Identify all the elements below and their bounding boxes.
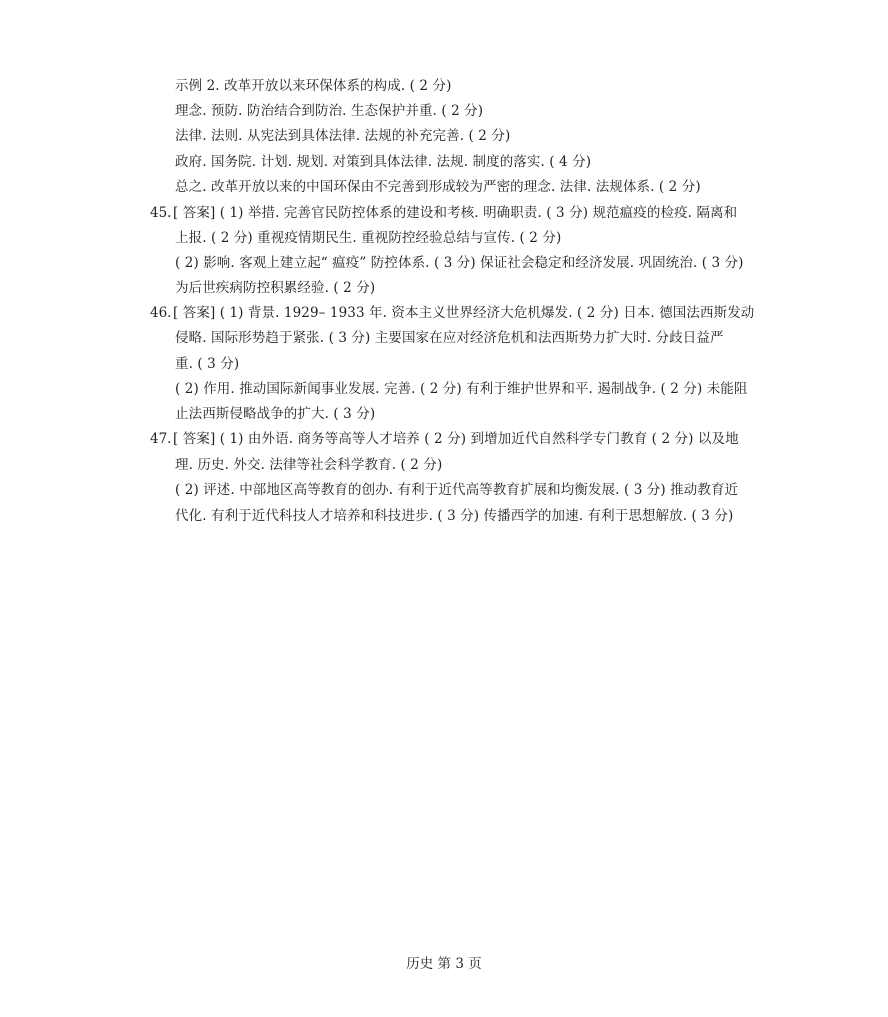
intro-line: 法律. 法则. 从宪法到具体法律. 法规的补充完善. ( 2 分) <box>175 128 511 144</box>
answer-line: [ 答案] ( 1) 举措. 完善官民防控体系的建设和考核. 明确职责. ( 3 分) 规范瘟疫的检疫. 隔离和 <box>173 205 738 221</box>
answer-line: 理. 历史. 外交. 法律等社会科学教育. ( 2 分) <box>175 457 443 473</box>
question-number: 45. <box>150 205 172 221</box>
intro-line: 总之. 改革开放以来的中国环保由不完善到形成较为严密的理念. 法律. 法规体系. ( 2 分) <box>175 179 701 195</box>
answer-line: 侵略. 国际形势趋于紧张. ( 3 分) 主要国家在应对经济危机和法西斯势力扩大时. 分歧日益严 <box>175 330 724 346</box>
answer-line: [ 答案] ( 1) 背景. 1929– 1933 年. 资本主义世界经济大危机爆发. ( 2 分) 日本. 德国法西斯发动 <box>173 305 755 321</box>
question-number: 46. <box>150 305 172 321</box>
page-footer: 历史 第 3 页 <box>406 956 482 972</box>
answer-line: 重. ( 3 分) <box>175 356 240 372</box>
intro-line: 政府. 国务院. 计划. 规划. 对策到具体法律. 法规. 制度的落实. ( 4 分) <box>175 154 592 170</box>
intro-line: 示例 2. 改革开放以来环保体系的构成. ( 2 分) <box>175 78 452 94</box>
answer-line: 上报. ( 2 分) 重视疫情期民生. 重视防控经验总结与宣传. ( 2 分) <box>175 230 562 246</box>
answer-line: ( 2) 评述. 中部地区高等教育的创办. 有利于近代高等教育扩展和均衡发展. ( 3 分) 推动教育近 <box>175 482 739 498</box>
answer-line: 为后世疾病防控积累经验. ( 2 分) <box>175 280 376 296</box>
answer-line: [ 答案] ( 1) 由外语. 商务等高等人才培养 ( 2 分) 到增加近代自然科学专门教育 ( 2 分) 以及地 <box>173 431 739 447</box>
answer-line: ( 2) 影响. 客观上建立起“ 瘟疫” 防控体系. ( 3 分) 保证社会稳定和经济发展. 巩固统治. ( 3 分) <box>175 255 744 271</box>
question-number: 47. <box>150 431 172 447</box>
intro-line: 理念. 预防. 防治结合到防治. 生态保护并重. ( 2 分) <box>175 103 484 119</box>
answer-line: 止法西斯侵略战争的扩大. ( 3 分) <box>175 406 376 422</box>
answer-line: 代化. 有利于近代科技人才培养和科技进步. ( 3 分) 传播西学的加速. 有利于思想解放. ( 3 分) <box>175 508 734 524</box>
answer-line: ( 2) 作用. 推动国际新闻事业发展. 完善. ( 2 分) 有利于维护世界和平. 遏制战争. ( 2 分) 未能阻 <box>175 381 748 397</box>
